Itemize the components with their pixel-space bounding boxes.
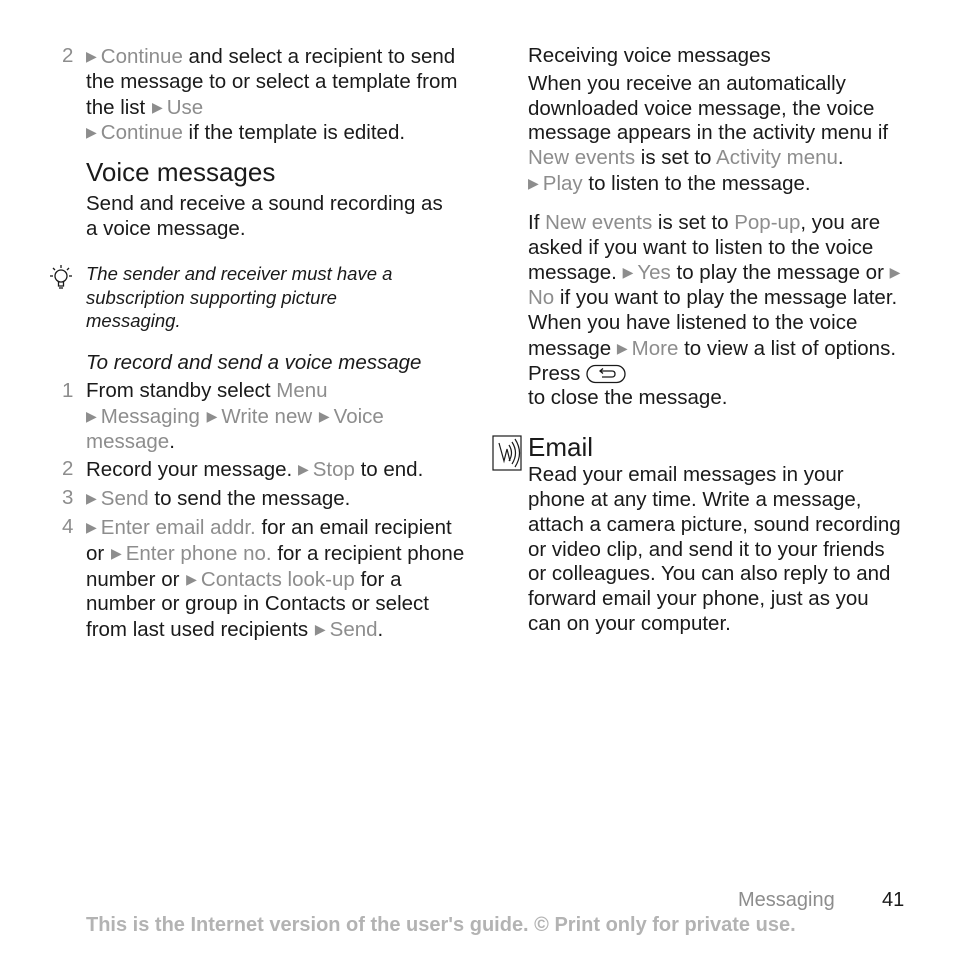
menu-use: Use xyxy=(166,95,204,119)
step-text: and select a recipient to send the message to or select a template from the list xyxy=(86,45,458,119)
menu-new-events: New events xyxy=(528,146,636,170)
menu-more: More xyxy=(631,336,679,360)
tip-note xyxy=(86,262,426,333)
step-text: . xyxy=(377,618,384,642)
menu-send: Send xyxy=(100,487,149,511)
email-body: Read your email messages in your phone at any time. Write a message, attach a camera picture, sound recording or video clip, and send it to your friends or colleagues. You can also reply to and forward email your phone, just as you can on your computer. xyxy=(528,463,901,635)
arrow-icon: ▶ xyxy=(318,407,330,424)
para-text: is set to xyxy=(635,146,717,170)
phone-signal-icon xyxy=(492,435,522,471)
step-4 xyxy=(62,514,466,643)
menu-play: Play xyxy=(542,171,583,195)
arrow-icon: ▶ xyxy=(297,461,309,478)
para-text: When you receive an automatically downloaded voice message, the voice message appears in the activity menu if xyxy=(528,71,889,145)
step-2-continued xyxy=(62,44,476,146)
step-text: for a recipient phone number or xyxy=(86,541,465,591)
arrow-icon: ▶ xyxy=(86,407,97,424)
step-number: 4 xyxy=(62,514,74,538)
para-text: . xyxy=(837,146,844,170)
step-text: for a number or group in Contacts or select from last used recipients xyxy=(86,567,429,642)
menu-no: No xyxy=(528,286,555,310)
menu-popup: Pop-up xyxy=(734,210,801,234)
step-text: . xyxy=(169,429,175,453)
step-text: if the template is edited. xyxy=(182,121,406,145)
menu-contacts-lookup: Contacts look-up xyxy=(200,567,355,591)
step-text: for an email recipient or xyxy=(86,515,452,565)
step-2 xyxy=(62,457,476,483)
left-column xyxy=(62,44,476,643)
para-text: to play the message or xyxy=(670,261,890,285)
arrow-icon: ▶ xyxy=(314,621,326,638)
page-number: 41 xyxy=(882,889,905,911)
arrow-icon: ▶ xyxy=(151,98,163,115)
para-text: to close the message. xyxy=(528,386,728,410)
arrow-icon: ▶ xyxy=(86,518,97,535)
arrow-icon: ▶ xyxy=(110,544,122,561)
step-number: 2 xyxy=(62,44,74,67)
arrow-icon: ▶ xyxy=(86,48,97,64)
para-text: to listen to the message. xyxy=(582,171,811,195)
arrow-icon: ▶ xyxy=(889,264,901,281)
menu-activity-menu: Activity menu xyxy=(716,146,838,170)
para-text: , you are asked if you want to listen to the voice message. xyxy=(528,210,881,285)
right-column xyxy=(528,44,908,637)
menu-voice-message: Voice message xyxy=(86,404,384,453)
receiving-title: Receiving voice messages xyxy=(528,44,771,67)
section-title-email: Email xyxy=(528,432,594,463)
arrow-icon: ▶ xyxy=(86,124,97,141)
menu-enter-phone: Enter phone no. xyxy=(125,541,272,565)
step-text: From standby select xyxy=(86,378,277,402)
arrow-icon: ▶ xyxy=(206,407,218,424)
menu-menu: Menu xyxy=(276,378,328,402)
section-title-voice-messages: Voice messages xyxy=(86,157,276,188)
receiving-paragraph-2 xyxy=(528,211,908,411)
menu-yes: Yes xyxy=(637,261,671,285)
menu-stop: Stop xyxy=(312,458,355,482)
arrow-icon: ▶ xyxy=(622,264,634,281)
step-1 xyxy=(62,378,476,454)
step-number: 1 xyxy=(62,378,74,402)
step-text: to send the message. xyxy=(148,487,351,511)
menu-send: Send xyxy=(329,618,378,642)
step-number: 3 xyxy=(62,486,74,510)
note-text: The sender and receiver must have a subscription supporting picture messaging. xyxy=(86,262,393,332)
menu-messaging: Messaging xyxy=(100,404,200,428)
arrow-icon: ▶ xyxy=(186,570,197,587)
para-text: is set to xyxy=(652,210,735,234)
receiving-paragraph-1 xyxy=(528,72,908,197)
voice-intro: Send and receive a sound recording as a voice message. xyxy=(86,192,443,240)
back-key-icon xyxy=(586,364,626,384)
email-section xyxy=(528,431,908,637)
menu-continue: Continue xyxy=(100,45,183,68)
menu-write-new: Write new xyxy=(221,404,313,428)
step-3 xyxy=(62,486,476,512)
menu-new-events: New events xyxy=(545,210,653,234)
arrow-icon: ▶ xyxy=(528,174,539,191)
procedure-title: To record and send a voice message xyxy=(86,351,422,375)
arrow-icon: ▶ xyxy=(616,339,628,356)
para-text: to view a list of options. Press xyxy=(528,336,897,385)
footer-disclaimer: This is the Internet version of the user's guide. © Print only for private use. xyxy=(86,914,796,936)
step-text: Record your message. xyxy=(86,458,298,482)
step-text: to end. xyxy=(354,458,424,482)
para-text: if you want to play the message later. When you have listened to the voice message xyxy=(528,286,898,360)
para-text: If xyxy=(528,210,546,234)
menu-continue: Continue xyxy=(100,121,183,145)
menu-enter-email: Enter email addr. xyxy=(100,515,256,539)
arrow-icon: ▶ xyxy=(86,490,97,507)
step-number: 2 xyxy=(62,457,74,481)
footer-section-name: Messaging xyxy=(738,889,835,911)
lightbulb-icon xyxy=(46,262,76,294)
